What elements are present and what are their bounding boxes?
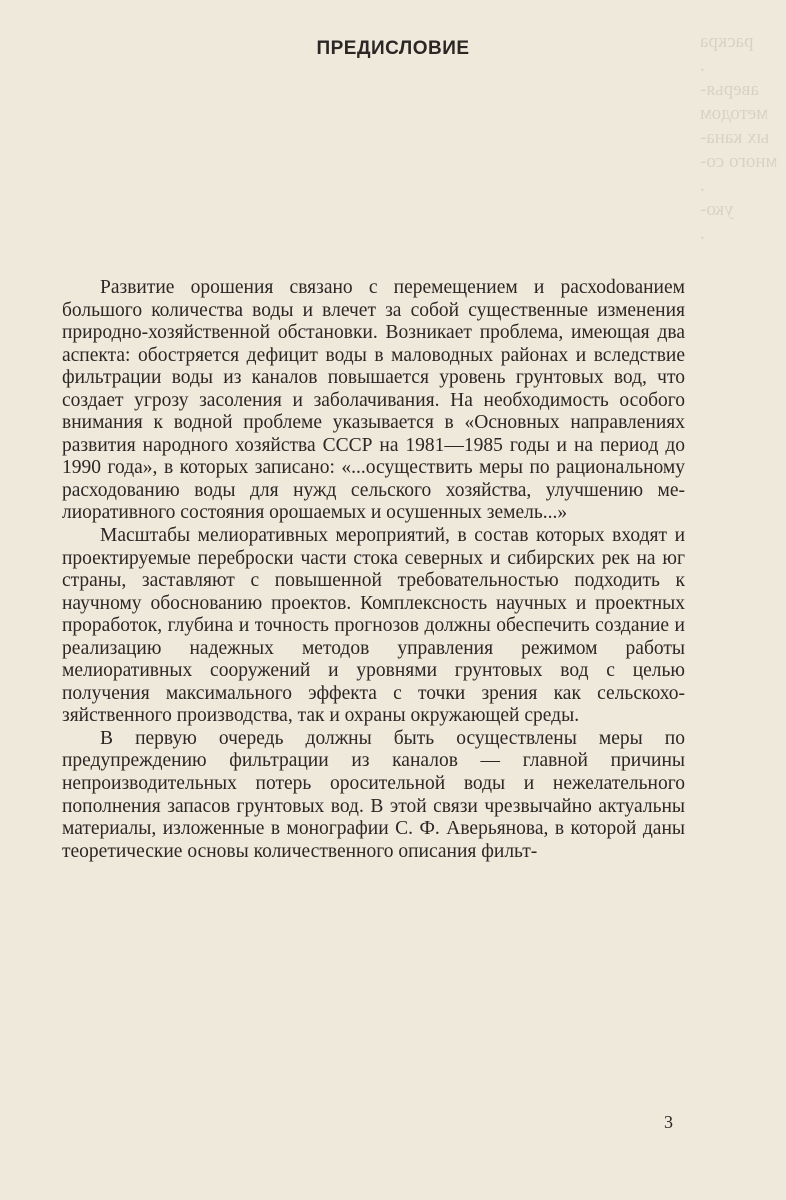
paragraph-1: Развитие орошения связано с перемещением и расхоdованием большого количества воды и влечет за собой существенные изменения природно-хозяйственной обстановки. Возникает проблема, имеющая два аспекта: обостряется дефицит воды в маловодных районах и вследствие фильтрации воды из каналов повышается уровень грунтовых вод, что создает угрозу засоления и заболачивания. На необходимость особого внимания к водной проблеме указывается в «Основных направлениях развития народного хозяйства СССР на 1981—1985 годы и на период до 1990 года», в которых записано: «...осуществить меры по рациональному расходованию воды для нужд сельского хозяйства, улучшению мелиоративного состояния орошаемых и осушенных земель...» (62, 277, 685, 524)
page-title: ПРЕДИСЛОВИЕ (316, 38, 470, 59)
paragraph-2: Масштабы мелиоративных мероприятий, в состав которых входят и проектируемые переброски части стока северных и сибирских рек на юг страны, заставляют с повышенной требовательностью подходить к научному обоснованию проектов. Комплексность научных и проектных проработок, глубина и точность прогнозов должны обеспечить создание и реализацию надежных методов управления режимом работы мелиоративных сооружений и уровнями грунтовых вод с целью получения максимального эффекта с точки зрения как сельскохозяйственного производства, так и охраны окружающей среды. (62, 525, 685, 727)
body-text (62, 277, 685, 863)
bleed-through-text: раскра . аверья- методом ых кана- много со- . уко- . (700, 31, 778, 244)
page-number: 3 (664, 1112, 673, 1132)
paragraph-3: В первую очередь должны быть осуществлены меры по предупреждению фильтрации из каналов — главной причины непроизводительных потерь оросительной воды и нежелательного пополнения запасов грунтовых вод. В этой связи чрезвычайно актуальны материалы, изложенные в монографии С. Ф. Аверьянова, в которой даны теоретические основы количественного описания фильт- (62, 727, 685, 862)
